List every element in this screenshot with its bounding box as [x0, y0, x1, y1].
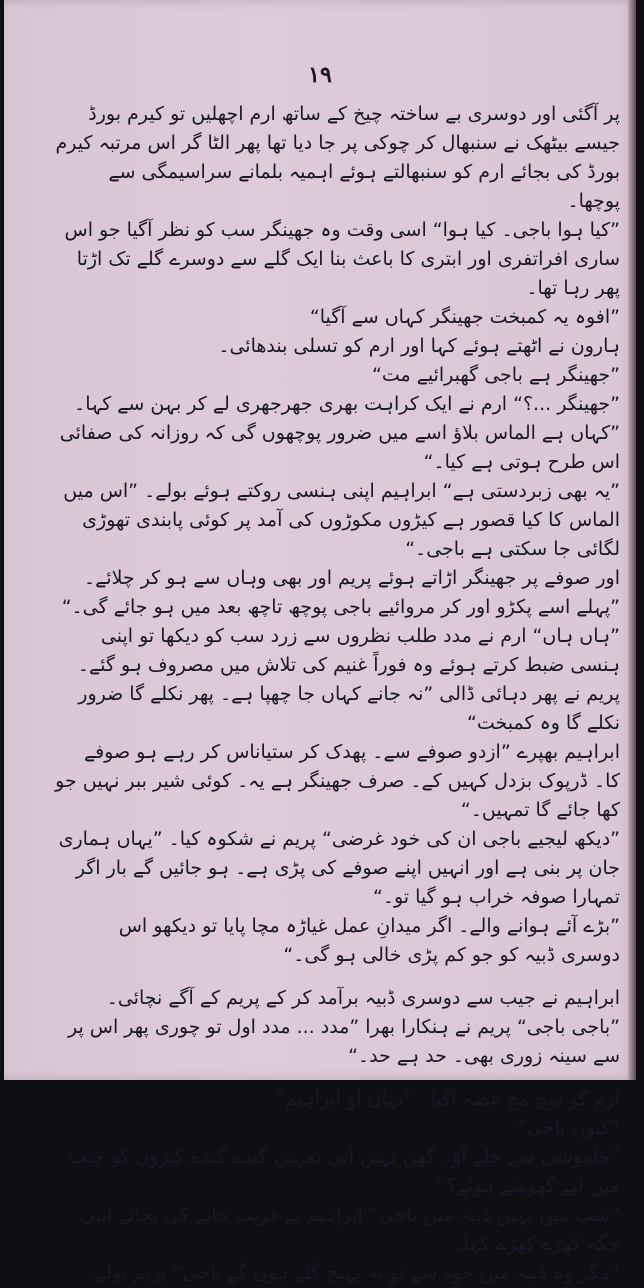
- paragraph: پر آگئی اور دوسری بے ساختہ چیخ کے ساتھ ارم اچھلیں تو کیرم بورڈ جیسے بیٹھک نے سنبھال کر چوکی پر جا دیا تھا پھر الٹا گر اس مرتبہ کیرم بورڈ کی بجائے ارم کو سنبھالتے ہوئے اہمیہ بلمانے سراسیمگی سے پوچھا۔: [55, 103, 620, 212]
- page-body-text: [54, 100, 620, 1288]
- paragraph: پریم نے پھر دہائی ڈالی ”نہ جانے کہاں جا چھپا ہے۔ پھر نکلے گا ضرور نکلے گا وہ کمبخت“: [78, 683, 620, 734]
- paragraph: ”جھینگر ...؟“ ارم نے ایک کراہت بھری جھرجھری لے کر بہن سے کہا۔ ”کہاں ہے الماس بلاؤ اسے میں ضرور پوچھوں گی کہ روزانہ کی صفائی اس طرح ہوتی ہے کیا۔“: [59, 393, 620, 473]
- paragraph: ”یہ بھی زبردستی ہے“ ابراہیم اپنی ہنسی روکتے ہوئے بولے۔ ”اس میں الماس کا کیا قصور ہے کیڑوں مکوڑوں کی آمد پر کوئی پابندی تھوڑی لگائی جا سکتی ہے باجی۔“: [63, 480, 620, 560]
- paragraph: ”دیکھ لیجیے باجی ان کی خود غرضی“ پریم نے شکوہ کیا۔ ”یہاں ہماری جان پر بنی ہے اور انہیں اپنے صوفے کی پڑی ہے۔ ہو جائیں گے بار اگر تمہارا صوفہ خراب ہو گیا تو۔“: [58, 828, 620, 908]
- paragraph: ”کیا ہوا باجی۔ کیا ہوا“ اسی وقت وہ جھینگر سب کو نظر آگیا جو اس ساری افراتفری اور ابتری کا باعث بنا ایک گلے سے دوسرے گلے تک اڑتا پھر رہا تھا۔: [64, 219, 620, 299]
- paragraph: ”کیوں باجی“: [517, 1117, 620, 1139]
- paragraph: اور صوفے پر جھینگر اڑاتے ہوئے پریم اور بھی وہاں سے ہو کر چلائے۔ ”پہلے اسے پکڑو اور کر مروائیے باجی پوچھ تاچھ بعد میں ہو جائے گی۔“: [61, 567, 620, 618]
- page-number: ۱۹: [308, 62, 332, 88]
- paragraph: ”سب میں نہیں ڈبیہ میں باجی“ ابراہیم نے قریب جانے کی بجائے اپنی جگہ کھڑے کھڑے کہا۔: [80, 1204, 620, 1255]
- paragraph: ”افوہ یہ کمبخت جھینگر کہاں سے آگیا“: [309, 306, 620, 328]
- paragraph: ”ہاں ہاں“ ارم نے مدد طلب نظروں سے زرد سب کو دیکھا تو اپنی ہنسی ضبط کرتے ہوئے وہ فوراً غنیم کی تلاش میں مصروف ہو گئے۔: [77, 625, 620, 676]
- paragraph: ”مگر وہ ڈبیہ میں خود سے تو نہ پہنچ گئے ہوں گے باجی“ پریم بولے۔: [83, 1262, 620, 1284]
- book-page: [4, 0, 636, 1284]
- paragraph: ابراہیم بھپرے ”ازدو صوفے سے۔ پھدک کر ستیاناس کر رہے ہو صوفے کا۔ ڈرپوک بزدل کہیں کے۔ صرف جھینگر ہے یہ۔ کوئی شیر ببر نہیں جو کھا جائے گا تمہیں۔“: [55, 741, 620, 821]
- paragraph: ارم کو سچ مچ غصہ آگیا۔ ”یہاں آؤ ابراہیم“: [275, 1088, 620, 1110]
- paragraph: ”جھینگر ہے باجی گھبرائیے مت“: [371, 364, 620, 386]
- paragraph: ”خاموشی سے چلے آؤ۔ گھن نہیں آتی تمہیں گندے گندے کیڑوں کو جیب میں لیے گھومتے ہوئے؟“: [68, 1146, 620, 1197]
- paragraph: ابراہیم نے جیب سے دوسری ڈبیہ برآمد کر کے پریم کے آگے نچائی۔: [106, 987, 620, 1009]
- paragraph: ”بڑے آئے ہوانے والے۔ اگر میدانِ عمل غیاڑہ مچا پایا تو دیکھو اس دوسری ڈبیہ کو جو کم پڑی خالی ہو گی۔“: [118, 915, 620, 966]
- paragraph: ”باجی باجی“ پریم نے ہنکارا بھرا ”مدد ... مدد اول تو چوری پھر اس پر سے سینہ زوری بھی۔ حد ہے حد۔“: [67, 1016, 620, 1067]
- paragraph: ہارون نے اٹھتے ہوئے کہا اور ارم کو تسلی بندھائی۔: [218, 335, 620, 357]
- book-spine-edge: [628, 0, 636, 1080]
